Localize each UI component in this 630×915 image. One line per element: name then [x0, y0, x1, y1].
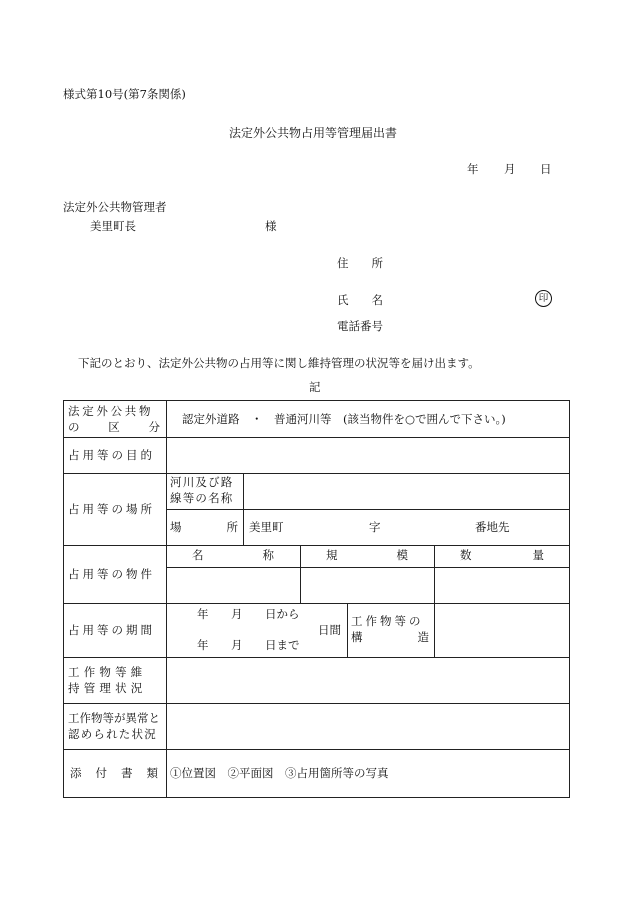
structure-label-line2 [351, 629, 429, 645]
classification-label-line1: 法定外公共物 [68, 404, 154, 418]
row-divider [64, 545, 569, 546]
banchi-label: 番地先 [475, 520, 510, 534]
intro-text: 下記のとおり、法定外公共物の占用等に関し維持管理の状況等を届け出ます。 [78, 356, 480, 370]
structure-label-line1: 工作物等の [351, 614, 424, 628]
row-divider [64, 603, 569, 604]
period-to-day: 日まで [265, 638, 300, 652]
column-divider [434, 603, 435, 657]
col-header-char: 数 [460, 548, 472, 562]
period-to-month: 月 [231, 638, 243, 652]
column-divider [300, 545, 301, 603]
maintenance-label-line2: 持管理状況 [68, 681, 147, 695]
applicant-address-label: 住 所 [337, 256, 383, 270]
row-divider [64, 473, 569, 474]
form-number: 様式第10号(第7条関係) [63, 87, 186, 101]
attachments-label-char: 類 [146, 766, 158, 780]
period-from-day: 日から [265, 607, 300, 621]
addressee-label: 法定外公共物管理者 [63, 200, 167, 214]
col-header-char: 規 [326, 548, 338, 562]
classification-label-char: 分 [148, 420, 160, 434]
attachments-value: ①位置図 ②平面図 ③占用箇所等の写真 [170, 766, 389, 780]
col-header-char: 称 [262, 548, 274, 562]
structure-field[interactable] [436, 605, 567, 655]
row-divider [166, 509, 569, 510]
row-divider [64, 437, 569, 438]
period-from-year: 年 [197, 607, 209, 621]
property-quantity-field[interactable] [436, 569, 567, 601]
col-header-quantity [460, 547, 544, 563]
classification-label-line2 [68, 419, 160, 435]
addressee-name: 美里町長 [90, 219, 136, 233]
period-label: 占用等の期間 [68, 623, 155, 637]
place-label-char: 場 [170, 520, 182, 534]
abnormal-label-line1: 工作物等が異常と [68, 711, 160, 725]
date-day: 日 [540, 162, 552, 176]
abnormal-status-field[interactable] [168, 705, 568, 747]
period-from-month: 月 [231, 607, 243, 621]
period-to-year: 年 [197, 638, 209, 652]
col-header-char: 量 [532, 548, 544, 562]
date-year: 年 [467, 162, 479, 176]
structure-label-char: 造 [417, 630, 429, 644]
maintenance-label-line1: 工作物等維 [68, 665, 147, 679]
classification-label-char: の [68, 420, 80, 434]
place-label [170, 519, 238, 535]
col-header-scale [326, 547, 408, 563]
col-header-char: 名 [192, 548, 204, 562]
property-name-field[interactable] [168, 569, 298, 601]
place-label-char: 所 [226, 520, 238, 534]
form-table [63, 400, 570, 798]
property-scale-field[interactable] [302, 569, 432, 601]
abnormal-label-line2: 認められた状況 [68, 727, 157, 741]
location-label: 占用等の場所 [68, 502, 155, 516]
attachments-label-char: 添 [70, 766, 82, 780]
period-days: 日間 [318, 623, 341, 637]
addressee-honorific: 様 [265, 219, 277, 233]
col-header-name [192, 547, 274, 563]
row-divider [64, 703, 569, 704]
ki-heading: 記 [309, 380, 321, 394]
applicant-name-label: 氏 名 [337, 293, 383, 307]
attachments-label-char: 付 [95, 766, 107, 780]
maintenance-status-field[interactable] [168, 659, 568, 701]
town-name: 美里町 [249, 520, 284, 534]
date-month: 月 [504, 162, 516, 176]
col-header-char: 模 [396, 548, 408, 562]
seal-mark: 印 [535, 290, 552, 307]
column-divider [166, 401, 167, 797]
row-divider [64, 657, 569, 658]
column-divider [243, 473, 244, 545]
row-divider [166, 567, 569, 568]
purpose-value-field[interactable] [168, 439, 568, 471]
attachments-label-char: 書 [121, 766, 133, 780]
attachments-label [70, 765, 158, 781]
document-title: 法定外公共物占用等管理届出書 [229, 126, 398, 140]
aza-label: 字 [369, 520, 381, 534]
applicant-phone-label: 電話番号 [337, 319, 383, 333]
river-route-label-line2: 線等の名称 [170, 491, 234, 505]
structure-label-char: 構 [351, 630, 363, 644]
classification-label-char: 区 [108, 420, 120, 434]
property-label: 占用等の物件 [68, 567, 155, 581]
classification-value: 認定外道路 ・ 普通河川等 (該当物件を○で囲んで下さい。) [182, 412, 506, 426]
purpose-label: 占用等の目的 [68, 448, 155, 462]
column-divider [347, 603, 348, 657]
column-divider [434, 545, 435, 603]
river-route-label-line1: 河川及び路 [170, 475, 234, 489]
river-route-name-field[interactable] [245, 475, 567, 507]
row-divider [64, 749, 569, 750]
